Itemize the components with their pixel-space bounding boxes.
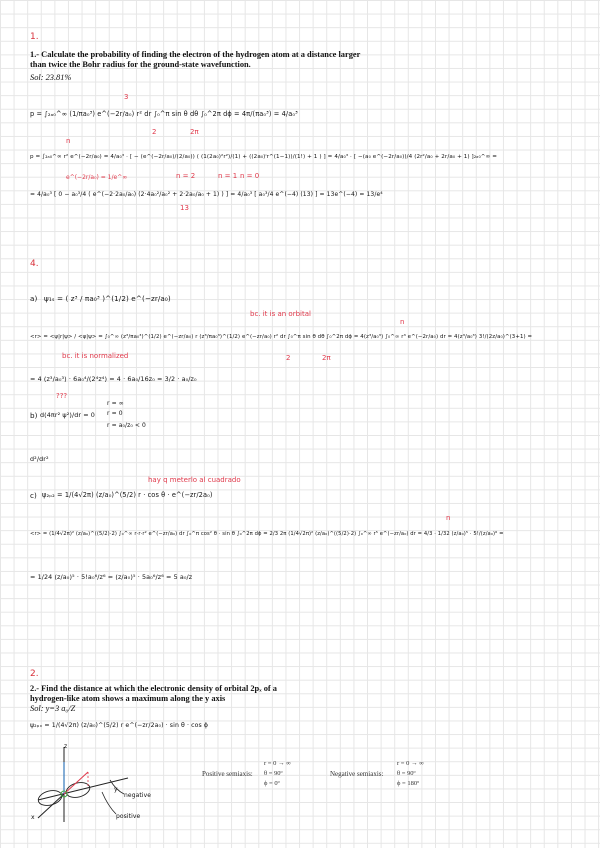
p4-second-derivative: d²/dr²	[30, 455, 49, 463]
problem-1-statement: 1.- Calculate the probability of finding the electron of the hydrogen atom at a distance larger than twice the Bohr radius for the ground-state wavefunction.	[30, 50, 361, 69]
orbital-axes-diagram	[28, 742, 188, 832]
p4-note-n: n	[400, 318, 405, 326]
p2-label-positive: positive	[116, 813, 141, 820]
p4-b-question: ???	[56, 392, 68, 400]
p4-c-result: = 1/24 (z/a₀)⁵ · 5!a₀⁶/z⁶ = (z/a₀)⁵ · 5a₀⁶/z⁶ = 5 a₀/z	[30, 573, 193, 581]
problem-1-solution: Sol: 23.81%	[30, 73, 72, 82]
p1-line1: p = ∫₂ₐ₀^∞ (1/πa₀³) e^(−2r/a₀) r² dr ∫₀^π sin θ dθ ∫₀^2π dϕ = 4π/(πa₀³) = 4/a₀³	[30, 110, 298, 118]
p4-a-under-2: 2	[286, 354, 291, 362]
positive-semiaxis-label: Positive semiaxis:	[202, 770, 253, 778]
negative-cond-phi: ϕ = 180º	[397, 780, 420, 787]
p1-under-n1: n = 1	[218, 172, 238, 180]
negative-cond-r: r = 0 → ∞	[397, 760, 424, 767]
p1-line3: = 4/a₀³ [ 0 − a₀³/4 ( e^(−2·2a₀/a₀) (2·4a₀²/a₀² + 2·2a₀/a₀ + 1) ) ] = 4/a₀³ [ a₀³/4 e^(−4) (13) ] = 13e^(−4) = 13/e⁴	[30, 191, 383, 198]
p4-a-label: a)	[30, 294, 38, 303]
p4-c-note-n: n	[446, 514, 451, 522]
p4-c-expect: <r> = (1/4√2π)² (z/a₀)^((5/2)·2) ∫₀^∞ r·r·r² e^(−zr/a₀) dr ∫₀^π cos² θ · sin θ ∫₀^2π dϕ = 2/3 2π (1/4√2π)² (z/a₀)^((5/2)·2) ∫₀^∞ r⁵ e^(−zr/a₀) dr = 4/3 · 1/32 (z/a₀)⁵ · 5!/(z/a₀)⁶ =	[30, 531, 504, 537]
problem-2-statement: 2.- Find the distance at which the electronic density of orbital 2pₓ of a hydrogen-like atom shows a maximum along the y axis	[30, 684, 277, 703]
p1-under-n0: n = 0	[240, 172, 260, 180]
p4-a-psi: ψ₁ₛ = ( z³ / πa₀³ )^(1/2) e^(−zr/a₀)	[44, 294, 171, 303]
p4-b-eq: d(4πr² ψ²)/dr = 0	[40, 411, 95, 419]
p2-label-negative: negative	[124, 792, 152, 799]
positive-cond-r: r = 0 → ∞	[264, 760, 291, 767]
p2-axis-z: z	[64, 743, 68, 750]
negative-cond-theta: θ = 90º	[397, 770, 416, 777]
p2-axis-x: x	[31, 814, 35, 821]
p1-under-n2: n = 2	[176, 172, 196, 180]
p1-note-n: n	[66, 137, 71, 145]
p1-line2: p = ∫₂ₐ₀^∞ r² e^(−2r/a₀) = 4/a₀³ · [ − (e^(−2r/a₀)/(2/a₀)) ( (1(2a₀)²r²)/(1) + ((2a₀)ⁱr^(1−1))/(1!) + 1 ) ] = 4/a₀³ · [ −(a₀ e^(−2r/a₀))/4 (2r²/a₀ + 2r/a₀ + 1) ]₂ₐ₀^∞ =	[30, 154, 498, 160]
p4-b-case-2: r = 0	[107, 410, 123, 417]
p1-exp-note: e^(−2r/a₀) = 1/e^∞	[66, 174, 128, 181]
p1-under-phi: 2π	[190, 128, 199, 136]
p4-c-psi: ψ₂ₚ₂ = 1/(4√2π) (z/a₀)^(5/2) r · cos θ · e^(−zr/2a₀)	[42, 491, 213, 499]
p4-b-case-3: r = a₀/z₀ < 0	[107, 422, 146, 429]
p2-psi: ψ₂ₚₓ = 1/(4√2π) (z/a₀)^(5/2) r e^(−zr/2a₀) · sin θ · cos ϕ	[30, 722, 209, 729]
section-number-4: 4.	[30, 259, 39, 269]
p1-under-theta: 2	[152, 128, 157, 136]
problem-2-solution: Sol: y=3 a₀/Z	[30, 704, 76, 713]
p4-c-label: c)	[30, 491, 37, 500]
p1-note-3: 3	[124, 93, 129, 101]
section-number-1: 1.	[30, 32, 39, 42]
positive-cond-theta: θ = 90º	[264, 770, 283, 777]
p4-c-note: hay q meterlo al cuadrado	[148, 476, 241, 484]
p4-b-label: b)	[30, 411, 38, 420]
p2-axis-y: y	[114, 786, 118, 793]
section-number-2: 2.	[30, 669, 39, 679]
p4-a-under-2pi: 2π	[322, 354, 331, 362]
positive-cond-phi: ϕ = 0º	[264, 780, 280, 787]
p4-note-orbital: bc. it is an orbital	[250, 310, 311, 318]
p1-under-13: 13	[180, 204, 189, 212]
p4-b-case-1: r = ∞	[107, 400, 124, 407]
p4-note-normalized: bc. it is normalized	[62, 352, 129, 360]
negative-semiaxis-label: Negative semiaxis:	[330, 770, 384, 778]
p4-a-result: = 4 (z³/a₀³) · 6a₀⁴/(2⁴z⁴) = 4 · 6a₀/16z₀ = 3/2 · a₀/z₀	[30, 375, 197, 383]
p4-a-expect: <r> = <ψ|r|ψ> / <ψ|ψ> = ∫₀^∞ (z³/πa₀³)^(1/2) e^(−zr/a₀) r (z³/πa₀³)^(1/2) e^(−zr/a₀) r² dr ∫₀^π sin θ dθ ∫₀^2π dϕ = 4(z³/a₀³) ∫₀^∞ r³ e^(−2r/a₀) dr = 4(z³/a₀³) 3!/(2z/a₀)^(3+1) =	[30, 334, 533, 340]
